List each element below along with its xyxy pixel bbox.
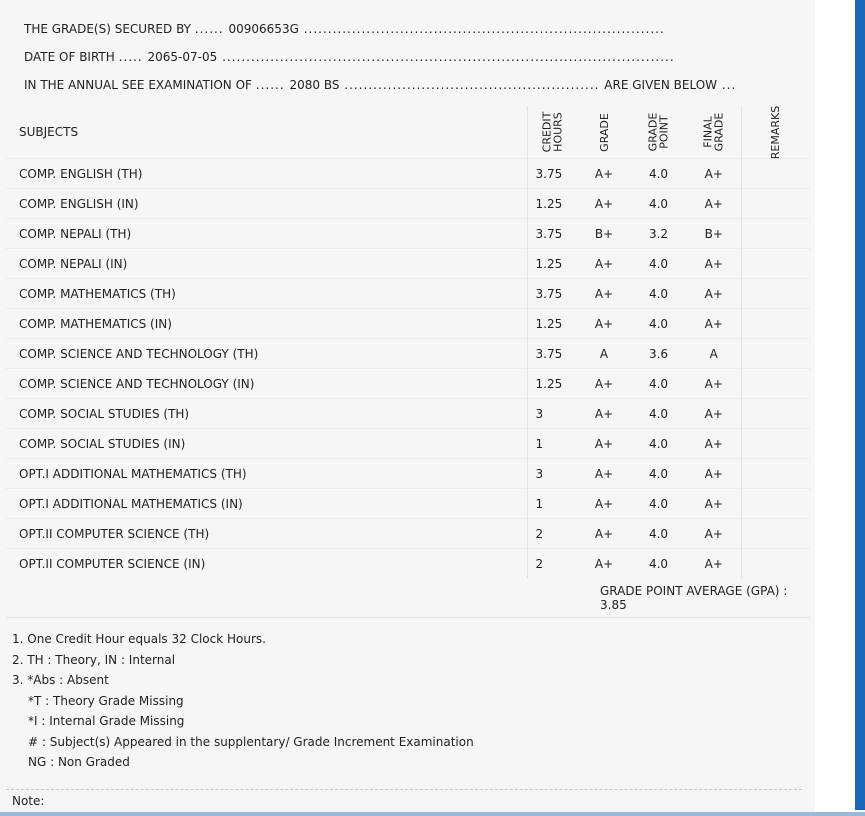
credit-hours-cell: 3 <box>527 459 578 489</box>
subject-cell: OPT.II COMPUTER SCIENCE (IN) <box>6 549 527 579</box>
note-item: 3. *Abs : Absent <box>12 673 109 687</box>
table-row <box>6 489 810 519</box>
grade-cell: A+ <box>578 249 630 279</box>
final-grade-cell: A+ <box>687 189 741 219</box>
grade-point-cell: 4.0 <box>630 279 687 309</box>
table-row <box>6 249 810 279</box>
table-row <box>6 429 810 459</box>
note-item: 2. TH : Theory, IN : Internal <box>12 652 176 667</box>
remarks-cell <box>741 189 810 219</box>
subject-cell: COMP. NEPALI (TH) <box>6 219 527 249</box>
subject-cell: COMP. SCIENCE AND TECHNOLOGY (IN) <box>6 369 527 399</box>
notes-list <box>12 629 474 773</box>
grades-table-body <box>6 159 810 579</box>
credit-hours-cell: 1 <box>527 489 578 519</box>
grade-cell: A <box>578 339 630 369</box>
grade-point-cell: 3.2 <box>630 219 687 249</box>
grade-point-cell: 4.0 <box>630 249 687 279</box>
final-grade-header: FINAL GRADE <box>701 112 726 151</box>
grade-cell: A+ <box>578 189 630 219</box>
exam-line: IN THE ANNUAL SEE EXAMINATION OF ...... 2080 BS ..................................................... ARE GIVEN BELOW ... <box>24 78 737 92</box>
note-item: # : Subject(s) Appeared in the supplentary/ Grade Increment Examination <box>28 734 474 749</box>
subject-cell: COMP. SOCIAL STUDIES (TH) <box>6 399 527 429</box>
grades-table <box>6 106 810 578</box>
remarks-cell <box>741 159 810 189</box>
credit-hours-cell: 2 <box>527 519 578 549</box>
table-row <box>6 189 810 219</box>
grade-cell: A+ <box>578 159 630 189</box>
table-header-row <box>6 106 810 159</box>
given-below: ARE GIVEN BELOW <box>604 78 718 92</box>
remarks-cell <box>741 489 810 519</box>
gpa-summary: GRADE POINT AVERAGE (GPA) : 3.85 <box>600 584 788 612</box>
subject-cell: COMP. NEPALI (IN) <box>6 249 527 279</box>
remarks-cell <box>741 219 810 249</box>
page-title <box>0 0 815 1</box>
subject-cell: OPT.I ADDITIONAL MATHEMATICS (IN) <box>6 489 527 519</box>
grade-cell: A+ <box>578 459 630 489</box>
remarks-cell <box>741 369 810 399</box>
subjects-header: SUBJECTS <box>19 125 79 139</box>
credit-hours-cell: 1.25 <box>527 369 578 399</box>
table-row <box>6 159 810 189</box>
remarks-cell <box>741 399 810 429</box>
secured-by-label: THE GRADE(S) SECURED BY <box>24 22 191 36</box>
remarks-cell <box>741 429 810 459</box>
credit-hours-cell: 3.75 <box>527 219 578 249</box>
grade-cell: B+ <box>578 219 630 249</box>
note-item: 1. One Credit Hour equals 32 Clock Hours. <box>12 632 266 646</box>
grade-point-cell: 4.0 <box>630 549 687 579</box>
exam-label: IN THE ANNUAL SEE EXAMINATION OF <box>24 78 252 92</box>
grade-cell: A+ <box>578 369 630 399</box>
remarks-cell <box>741 549 810 579</box>
credit-hours-cell: 3.75 <box>527 279 578 309</box>
subject-cell: COMP. MATHEMATICS (TH) <box>6 279 527 309</box>
remarks-cell <box>741 309 810 339</box>
date-of-birth: 2065-07-05 <box>147 50 218 64</box>
grade-point-cell: 4.0 <box>630 459 687 489</box>
grade-point-header: GRADE POINT <box>646 112 671 151</box>
final-grade-cell: A+ <box>687 309 741 339</box>
divider <box>6 617 810 618</box>
grade-point-cell: 4.0 <box>630 489 687 519</box>
grade-point-cell: 4.0 <box>630 399 687 429</box>
grade-cell: A+ <box>578 399 630 429</box>
remarks-header: REMARKS <box>741 106 810 159</box>
grade-point-cell: 4.0 <box>630 369 687 399</box>
table-row <box>6 339 810 369</box>
remarks-cell <box>741 249 810 279</box>
note-item: NG : Non Graded <box>28 755 130 769</box>
remarks-cell <box>741 339 810 369</box>
final-grade-cell: A+ <box>687 249 741 279</box>
credit-hours-cell: 3 <box>527 399 578 429</box>
final-grade-cell: B+ <box>687 219 741 249</box>
final-grade-cell: A+ <box>687 399 741 429</box>
final-grade-cell: A+ <box>687 459 741 489</box>
grade-point-cell: 4.0 <box>630 189 687 219</box>
remarks-cell <box>741 459 810 489</box>
subject-cell: COMP. ENGLISH (IN) <box>6 189 527 219</box>
final-grade-cell: A+ <box>687 369 741 399</box>
grade-header: GRADE <box>597 113 611 152</box>
credit-hours-cell: 1.25 <box>527 309 578 339</box>
grade-point-cell: 4.0 <box>630 309 687 339</box>
note-item: *I : Internal Grade Missing <box>28 714 185 728</box>
credit-hours-cell: 3.75 <box>527 159 578 189</box>
table-row <box>6 399 810 429</box>
credit-hours-cell: 1 <box>527 429 578 459</box>
subject-cell: COMP. MATHEMATICS (IN) <box>6 309 527 339</box>
subject-cell: OPT.II COMPUTER SCIENCE (TH) <box>6 519 527 549</box>
subject-cell: OPT.I ADDITIONAL MATHEMATICS (TH) <box>6 459 527 489</box>
table-row <box>6 279 810 309</box>
final-grade-cell: A+ <box>687 489 741 519</box>
grade-point-cell: 4.0 <box>630 519 687 549</box>
grade-cell: A+ <box>578 429 630 459</box>
secured-by-line: THE GRADE(S) SECURED BY ...... 00906653G ........................................................................... <box>24 22 665 36</box>
subject-cell: COMP. ENGLISH (TH) <box>6 159 527 189</box>
table-row <box>6 219 810 249</box>
final-grade-cell: A+ <box>687 549 741 579</box>
credit-hours-cell: 1.25 <box>527 189 578 219</box>
subject-cell: COMP. SCIENCE AND TECHNOLOGY (TH) <box>6 339 527 369</box>
dob-label: DATE OF BIRTH <box>24 50 115 64</box>
remarks-cell <box>741 279 810 309</box>
exam-year: 2080 BS <box>289 78 340 92</box>
final-grade-cell: A+ <box>687 429 741 459</box>
table-row <box>6 309 810 339</box>
credit-hours-cell: 1.25 <box>527 249 578 279</box>
grade-cell: A+ <box>578 279 630 309</box>
credit-hours-header: CREDIT HOURS <box>527 106 578 159</box>
credit-hours-cell: 3.75 <box>527 339 578 369</box>
grade-cell: A+ <box>578 549 630 579</box>
remarks-cell <box>741 519 810 549</box>
note-label: Note: <box>12 794 45 808</box>
grade-point-cell: 4.0 <box>630 159 687 189</box>
dob-line: DATE OF BIRTH ..... 2065-07-05 .............................................................................................. <box>24 50 675 64</box>
grade-cell: A+ <box>578 519 630 549</box>
credit-hours-cell: 2 <box>527 549 578 579</box>
grade-cell: A+ <box>578 309 630 339</box>
page-margin <box>815 0 855 816</box>
window-bottom-edge <box>0 812 865 816</box>
grade-cell: A+ <box>578 489 630 519</box>
table-row <box>6 549 810 579</box>
table-row <box>6 369 810 399</box>
final-grade-cell: A <box>687 339 741 369</box>
table-row <box>6 459 810 489</box>
note-item: *T : Theory Grade Missing <box>28 693 184 708</box>
final-grade-cell: A+ <box>687 279 741 309</box>
grade-point-cell: 3.6 <box>630 339 687 369</box>
final-grade-cell: A+ <box>687 159 741 189</box>
subject-cell: COMP. SOCIAL STUDIES (IN) <box>6 429 527 459</box>
scrollbar[interactable] <box>855 0 865 810</box>
symbol-number: 00906653G <box>228 22 299 36</box>
dashed-divider <box>6 789 802 790</box>
final-grade-cell: A+ <box>687 519 741 549</box>
table-row <box>6 519 810 549</box>
grade-point-cell: 4.0 <box>630 429 687 459</box>
